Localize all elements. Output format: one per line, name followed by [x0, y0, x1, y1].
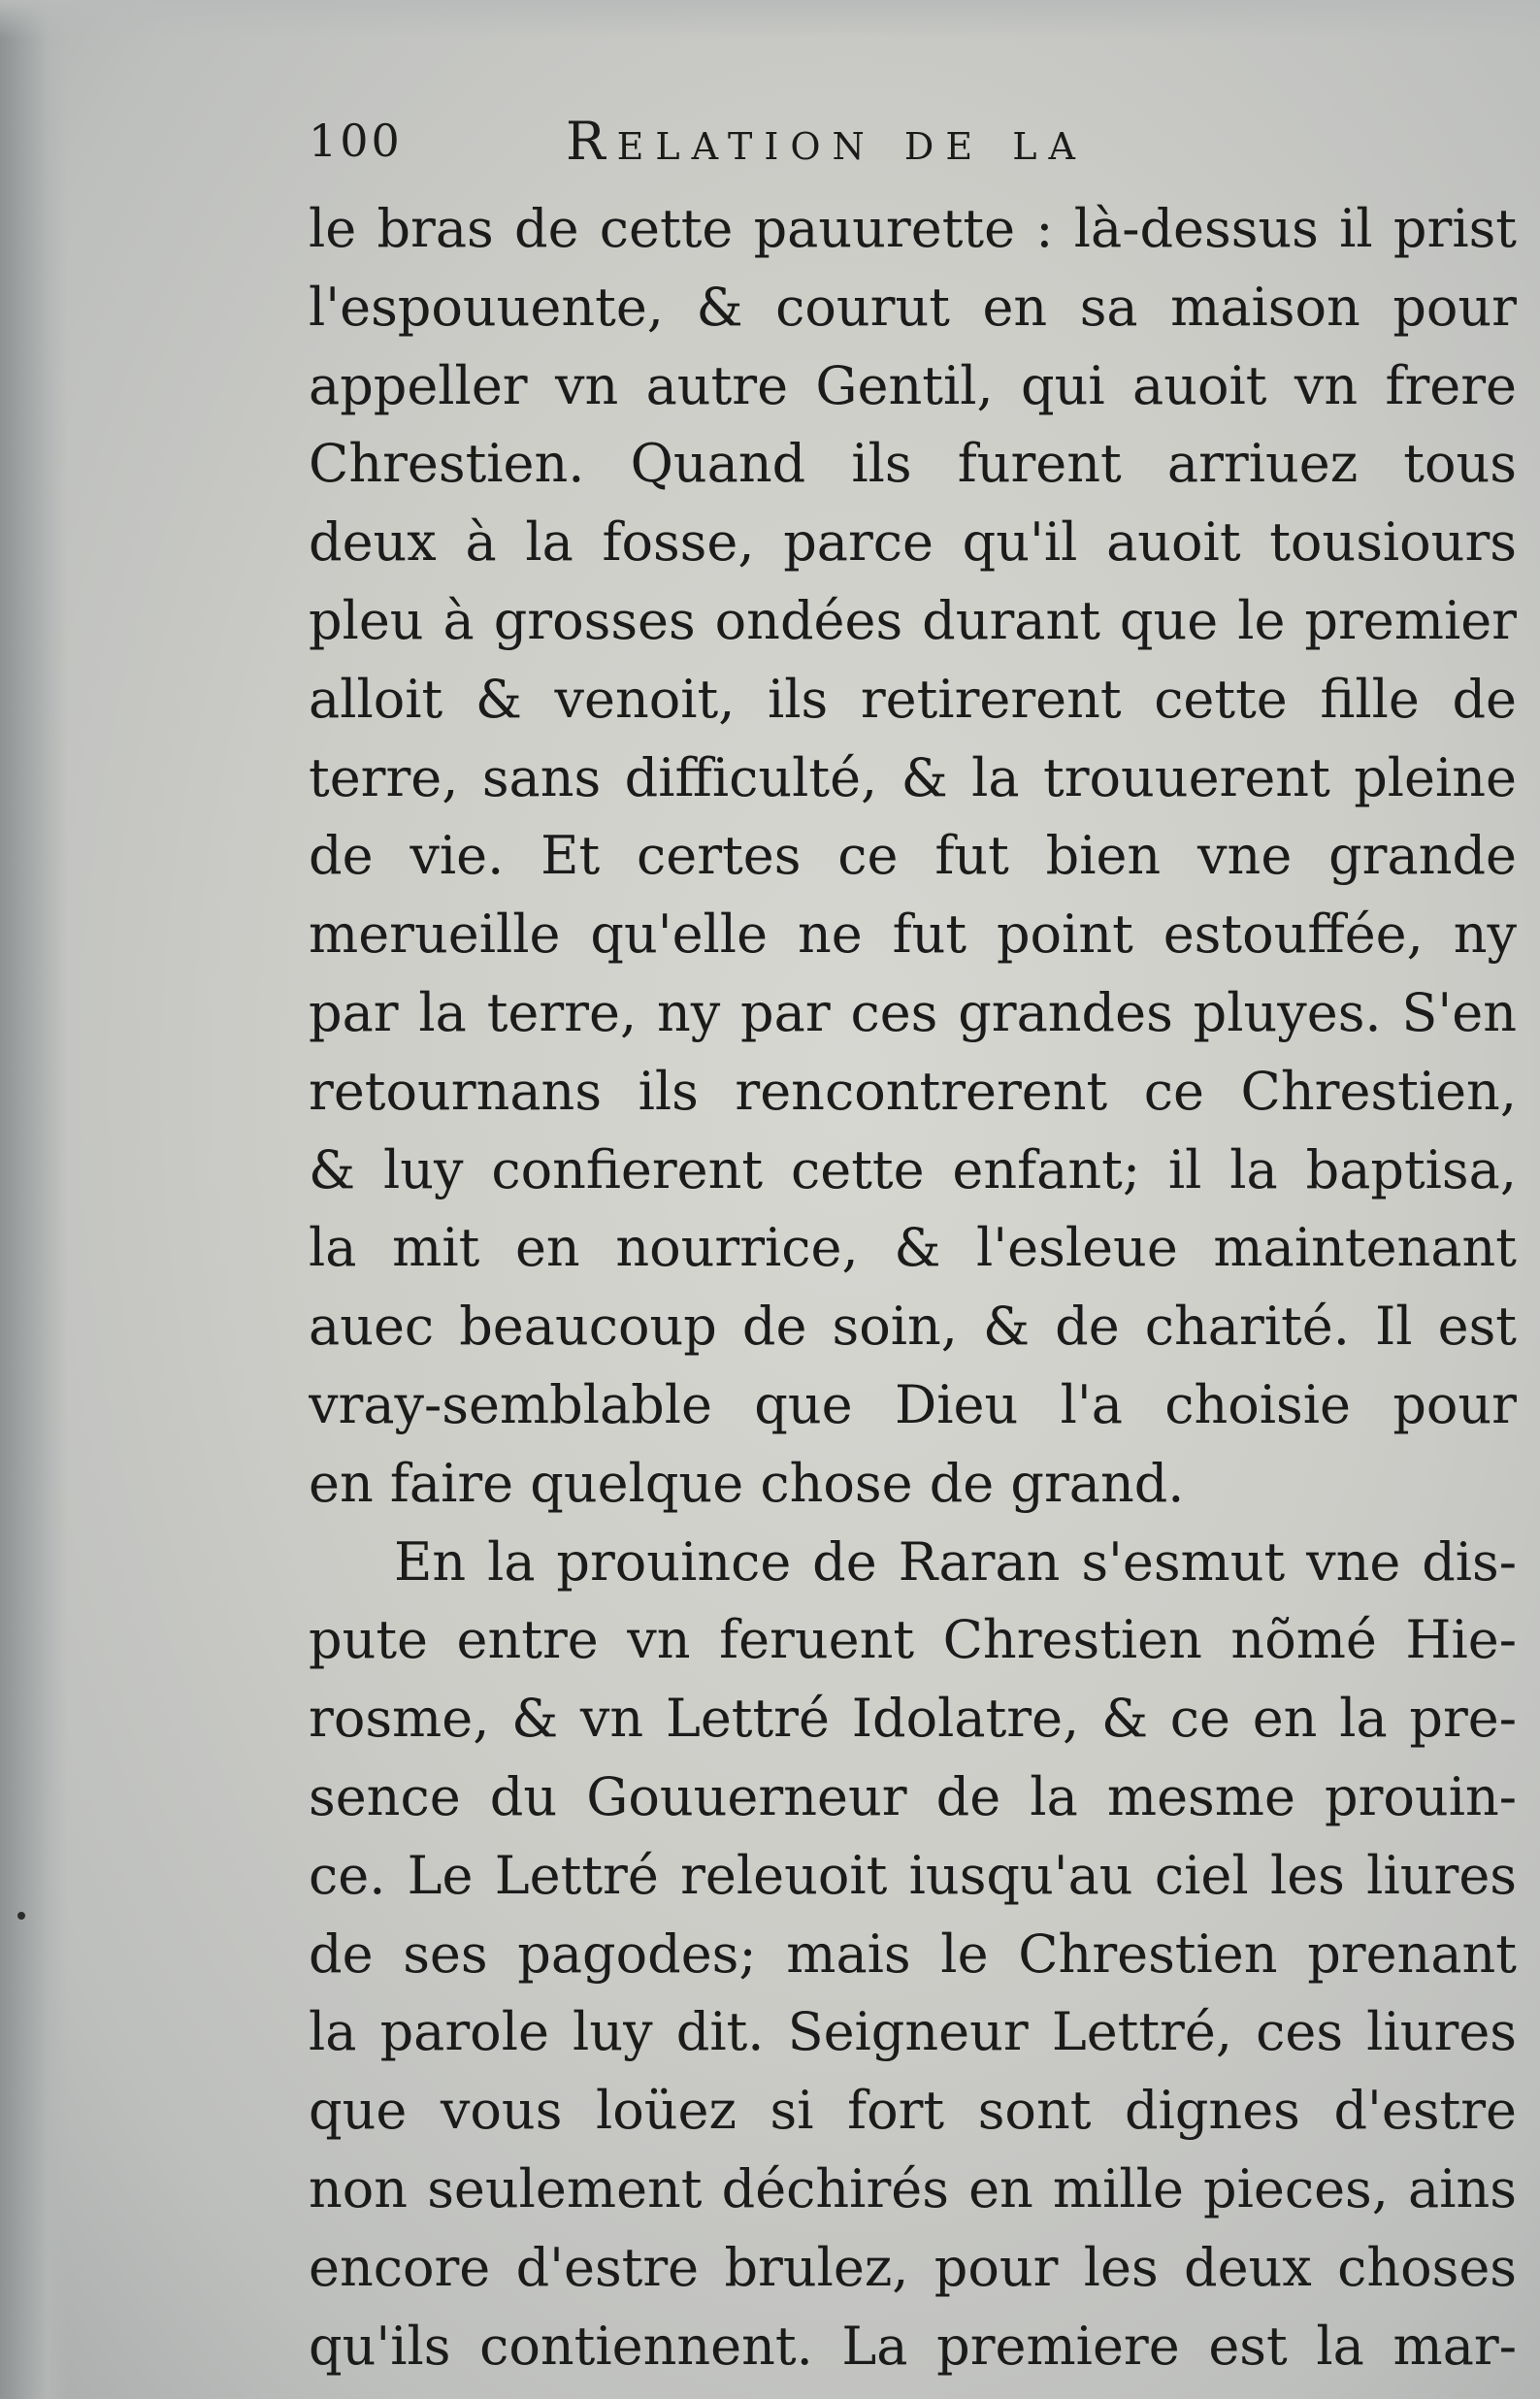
page-header — [309, 105, 1517, 190]
text-line-12: retournans ils rencontrerent ce Chrestien, — [309, 1060, 1517, 1122]
text-line-23: de ses pagodes; mais le Chrestien prenant — [309, 1922, 1517, 1985]
text-line-24: la parole luy dit. Seigneur Lettré, ces liures — [309, 2001, 1517, 2063]
text-line-14: la mit en nourrice, & l'esleue maintenant — [309, 1217, 1517, 1279]
text-line-27: encore d'estre brulez, pour les deux choses — [309, 2236, 1517, 2298]
text-line-8: terre, sans difficulté, & la trouuerent pleine — [309, 746, 1517, 808]
text-line-11: par la terre, ny par ces grandes pluyes. S'en — [309, 981, 1517, 1043]
ink-speck — [17, 1912, 25, 1920]
text-line-6: pleu à grosses ondées durant que le premier — [309, 589, 1517, 651]
running-head: Relation de la — [566, 111, 1087, 172]
page-gutter-shadow — [0, 0, 68, 2399]
text-line-18: En la prouince de Raran s'esmut vne dis- — [394, 1530, 1517, 1593]
text-line-19: pute entre vn feruent Chrestien nõmé Hie- — [309, 1609, 1517, 1671]
text-line-25: que vous loüez si fort sont dignes d'estre — [309, 2080, 1517, 2142]
text-line-10: merueille qu'elle ne fut point estouffée, ny — [309, 904, 1517, 966]
page-top-edge — [0, 0, 1540, 39]
text-line-5: deux à la fosse, parce qu'il auoit tousiours — [309, 511, 1517, 574]
text-line-2: l'espouuente, & courut en sa maison pour — [309, 276, 1517, 338]
text-line-1: le bras de cette pauurette : là-dessus il prist — [309, 198, 1517, 259]
text-line-15: auec beaucoup de soin, & de charité. Il est — [309, 1296, 1517, 1358]
text-line-13: & luy confierent cette enfant; il la baptisa, — [309, 1138, 1517, 1200]
text-line-28: qu'ils contiennent. La premiere est la mar- — [309, 2315, 1517, 2377]
text-line-20: rosme, & vn Lettré Idolatre, & ce en la pre- — [309, 1688, 1517, 1750]
text-line-9: de vie. Et certes ce fut bien vne grande — [309, 825, 1517, 887]
text-line-3: appeller vn autre Gentil, qui auoit vn frere — [309, 354, 1517, 416]
text-line-22: ce. Le Lettré releuoit iusqu'au ciel les liures — [309, 1844, 1517, 1906]
page-number: 100 — [309, 115, 403, 167]
text-line-7: alloit & venoit, ils retirerent cette fille de — [309, 668, 1517, 730]
text-block — [309, 105, 1517, 2385]
text-line-4: Chrestien. Quand ils furent arriuez tous — [309, 433, 1517, 495]
text-line-17: en faire quelque chose de grand. — [309, 1452, 1185, 1514]
text-line-26: non seulement déchirés en mille pieces, ains — [309, 2157, 1517, 2219]
text-line-21: sence du Gouuerneur de la mesme prouin- — [309, 1765, 1517, 1827]
text-line-16: vray-semblable que Dieu l'a choisie pour — [309, 1373, 1517, 1435]
